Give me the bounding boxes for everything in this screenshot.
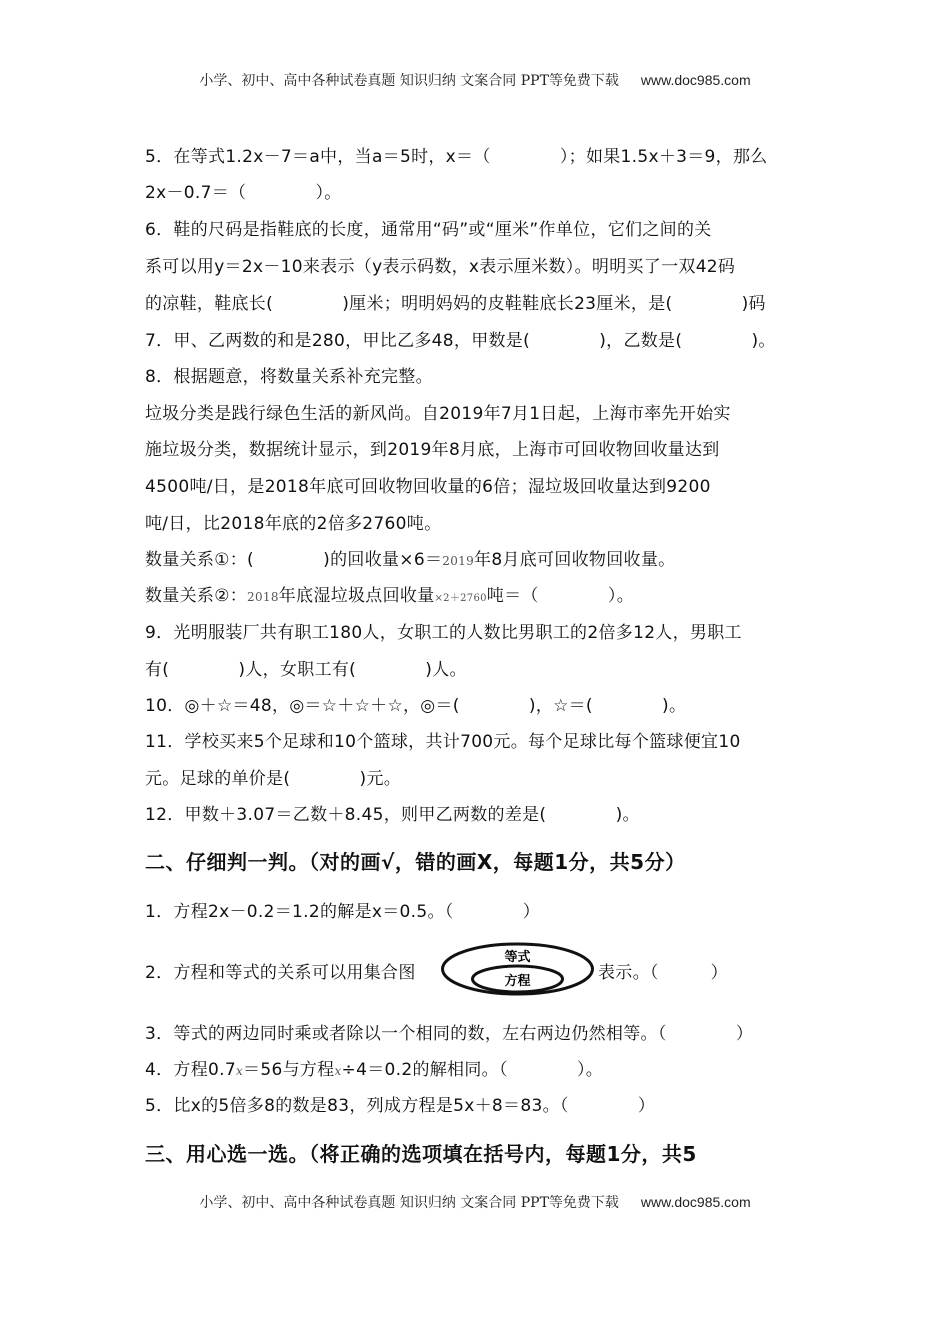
relation-2-text: 数量关系②：: [145, 586, 248, 606]
question-8-relation-1: [145, 548, 815, 573]
question-8-passage-1: 垃圾分类是践行绿色生活的新风尚。自2019年7月1日起，上海市率先开始实: [145, 404, 731, 424]
relation-2-tail: 吨＝（ ）。: [486, 586, 634, 606]
section-2-title: 二、仔细判一判。（对的画√，错的画X，每题1分，共5分）: [145, 850, 686, 874]
judge-4: [145, 1058, 815, 1083]
judge-4-var-2: x: [334, 1064, 342, 1078]
judge-4-var-1: x: [235, 1064, 244, 1078]
judge-3: 3．等式的两边同时乘或者除以一个相同的数，左右两边仍然相等。（ ）: [145, 1024, 754, 1044]
question-8-passage-4: 吨/日，比2018年底的2倍多2760吨。: [145, 514, 442, 534]
question-12: 12．甲数＋3.07＝乙数＋8.45，则甲乙两数的差是( )。: [145, 805, 640, 825]
relation-2-formula: ×2＋2760: [434, 593, 487, 604]
question-11-line-2: 元。足球的单价是( )元。: [145, 769, 402, 789]
judge-1: 1．方程2x－0.2＝1.2的解是x＝0.5。（ ）: [145, 902, 541, 922]
question-6-line-2: 系可以用y＝2x－10来表示（y表示码数，x表示厘米数）。明明买了一双42码: [145, 257, 736, 277]
question-10: 10．◎＋☆＝48，◎＝☆＋☆＋☆，◎＝( )，☆＝( )。: [145, 696, 687, 716]
judge-4-part-c: ÷4＝0.2的解相同。（ ）。: [341, 1060, 604, 1080]
question-7: 7．甲、乙两数的和是280，甲比乙多48，甲数是( )，乙数是( )。: [145, 331, 776, 351]
question-8: 8．根据题意，将数量关系补充完整。: [145, 367, 433, 387]
question-9-line-1: 9．光明服装厂共有职工180人，女职工的人数比男职工的2倍多12人，男职工: [145, 623, 742, 643]
footer-url: www.doc985.com: [640, 1194, 751, 1210]
question-8-relation-2: [145, 584, 815, 611]
question-9-line-2: 有( )人，女职工有( )人。: [145, 660, 467, 680]
judge-5: 5．比x的5倍多8的数是83，列成方程是5x＋8＝83。（ ）: [145, 1096, 656, 1116]
relation-1-tail: 年8月底可回收物回收量。: [474, 550, 676, 570]
question-6-line-1: 6．鞋的尺码是指鞋底的长度，通常用“码”或“厘米”作单位，它们之间的关: [145, 220, 712, 240]
question-5-line-2: 2x－0.7＝（ ）。: [145, 183, 342, 203]
question-6-line-3: 的凉鞋，鞋底长( )厘米；明明妈妈的皮鞋鞋底长23厘米，是( )码: [145, 294, 766, 314]
footer-text: 小学、初中、高中各种试卷真题 知识归纳 文案合同 PPT等免费下载: [199, 1195, 619, 1211]
header-url: www.doc985.com: [640, 72, 751, 88]
header-text: 小学、初中、高中各种试卷真题 知识归纳 文案合同 PPT等免费下载: [199, 73, 619, 89]
judge-4-part-a: 4．方程0.7: [145, 1060, 236, 1080]
judge-4-part-b: ＝56与方程: [243, 1060, 335, 1080]
judge-2-prefix: 2．方程和等式的关系可以用集合图: [145, 963, 416, 983]
section-3-title: 三、用心选一选。（将正确的选项填在括号内，每题1分，共5: [145, 1142, 697, 1166]
question-8-passage-3: 4500吨/日，是2018年底可回收物回收量的6倍；湿垃圾回收量达到9200: [145, 477, 711, 497]
page-header: [0, 70, 950, 90]
relation-2-year: 2018: [247, 590, 279, 604]
question-5-line-1: 5．在等式1.2x－7＝a中，当a＝5时，x＝（ ）；如果1.5x＋3＝9，那么: [145, 147, 768, 167]
relation-1-year: 2019: [442, 554, 475, 568]
question-11-line-1: 11．学校买来5个足球和10个篮球，共计700元。每个足球比每个篮球便宜10: [145, 732, 741, 752]
venn-inner-label: 方程: [504, 974, 531, 989]
venn-outer-label: 等式: [504, 950, 531, 965]
relation-1-text: 数量关系①：( )的回收量×6＝: [145, 550, 443, 570]
page-footer: [0, 1192, 950, 1212]
venn-diagram: [440, 941, 595, 997]
question-8-passage-2: 施垃圾分类，数据统计显示，到2019年8月底，上海市可回收物回收量达到: [145, 440, 720, 460]
relation-2-subject: 年底湿垃圾点回收量: [278, 586, 435, 606]
judge-2-suffix: 表示。（ ）: [598, 963, 728, 983]
